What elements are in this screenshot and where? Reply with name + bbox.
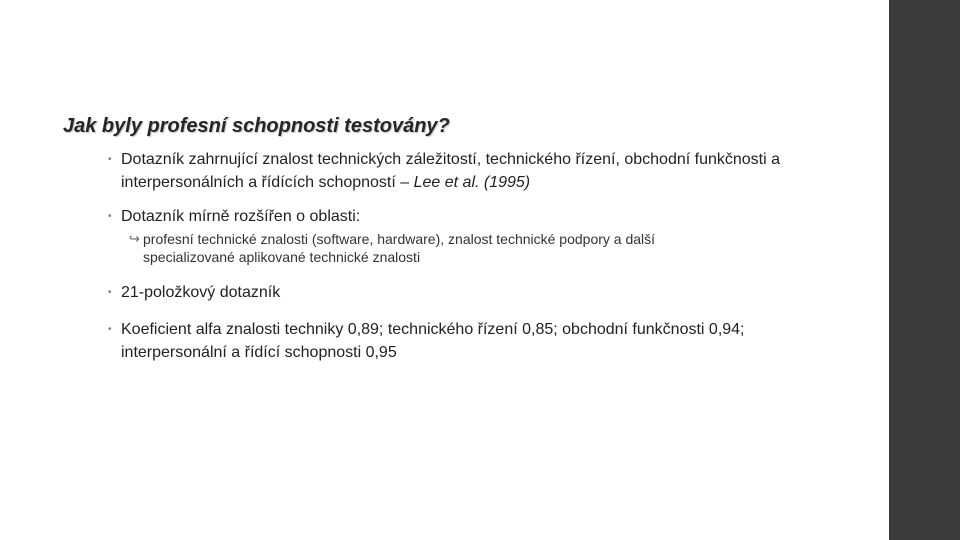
bullet-text bbox=[121, 148, 781, 194]
curved-arrow-icon: ↪ bbox=[129, 231, 140, 246]
sub-bullet-item bbox=[129, 230, 749, 266]
bullet-item-item-count bbox=[108, 281, 781, 304]
bullet-text: Koeficient alfa znalosti techniky 0,89; technického řízení 0,85; obchodní funkčnosti 0,94; interpersonální a řídící schopnosti 0,95 bbox=[121, 321, 745, 361]
slide-title: Jak byly profesní schopnosti testovány? bbox=[63, 115, 450, 138]
bullet-item-questionnaire bbox=[108, 148, 781, 194]
bullet-item-extended bbox=[108, 205, 781, 228]
bullet-dot-icon: • bbox=[108, 211, 112, 222]
bullet-dot-icon: • bbox=[108, 154, 112, 165]
bullet-text: Dotazník mírně rozšířen o oblasti: bbox=[121, 208, 361, 225]
bullet-text: 21-položkový dotazník bbox=[121, 284, 281, 301]
bullet-main-text: Dotazník zahrnující znalost technických záležitostí, technického řízení, obchodní funkčnosti a interpersonálních a řídících schopností – bbox=[121, 151, 781, 191]
sub-bullet-text: profesní technické znalosti (software, hardware), znalost technické podpory a další specializované aplikované technické znalosti bbox=[143, 231, 656, 265]
bullet-dot-icon: • bbox=[108, 287, 112, 298]
side-panel bbox=[889, 0, 960, 540]
citation: Lee et al. (1995) bbox=[413, 174, 531, 191]
bullet-item-alpha bbox=[108, 318, 781, 364]
bullet-dot-icon: • bbox=[108, 324, 112, 335]
